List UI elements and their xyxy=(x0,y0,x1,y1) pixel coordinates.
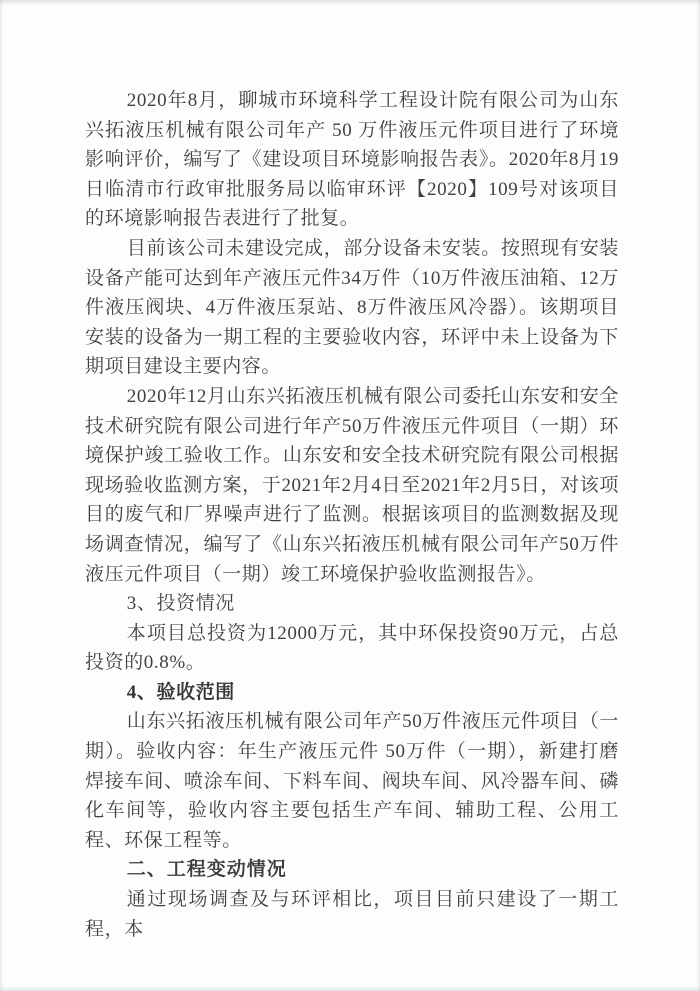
section-heading-investment: 3、投资情况 xyxy=(126,593,235,615)
document-text-block xyxy=(85,86,619,944)
paragraph-project-changes: 通过现场调查及与环评相比，项目目前只建设了一期工程，本 xyxy=(85,889,619,940)
paragraph-acceptance-monitoring: 2020年12月山东兴拓液压机械有限公司委托山东安和安全技术研究院有限公司进行年产50万件液压元件项目（一期）环境保护竣工验收工作。山东安和安全技术研究院有限公司根据现场验收监测方案，于2021年2月4日至2021年2月5日，对该项目的废气和厂界噪声进行了监测。根据该项目的监测数据及现场调查情况，编写了《山东兴拓液压机械有限公司年产50万件液压元件项目（一期）竣工环境保护验收监测报告》。 xyxy=(85,385,619,585)
paragraph-construction-status: 目前该公司未建设完成，部分设备未安装。按照现有安装设备产能可达到年产液压元件34万件（10万件液压油箱、12万件液压阀块、4万件液压泵站、8万件液压风冷器）。该期项目安装的设备为一期工程的主要验收内容，环评中未上设备为下期项目建设主要内容。 xyxy=(85,237,619,378)
section-heading-project-changes: 二、工程变动情况 xyxy=(126,859,287,881)
paragraph-investment: 本项目总投资为12000万元，其中环保投资90万元，占总投资的0.8%。 xyxy=(85,622,619,674)
paragraph-acceptance-scope: 山东兴拓液压机械有限公司年产50万件液压元件项目（一期）。验收内容：年生产液压元件 50万件（一期），新建打磨焊接车间、喷涂车间、下料车间、阀块车间、风冷器车间、磷化车间等，验收内容主要包括生产车间、辅助工程、公用工程、环保工程等。 xyxy=(85,711,619,851)
paragraph-eia-history: 2020年8月，聊城市环境科学工程设计院有限公司为山东兴拓液压机械有限公司年产 50 万件液压元件项目进行了环境影响评价，编写了《建设项目环境影响报告表》。2020年8月19日临清市行政审批服务局以临审环评【2020】109号对该项目的环境影响报告表进行了批复。 xyxy=(85,90,619,230)
section-heading-acceptance-scope: 4、验收范围 xyxy=(126,681,235,703)
